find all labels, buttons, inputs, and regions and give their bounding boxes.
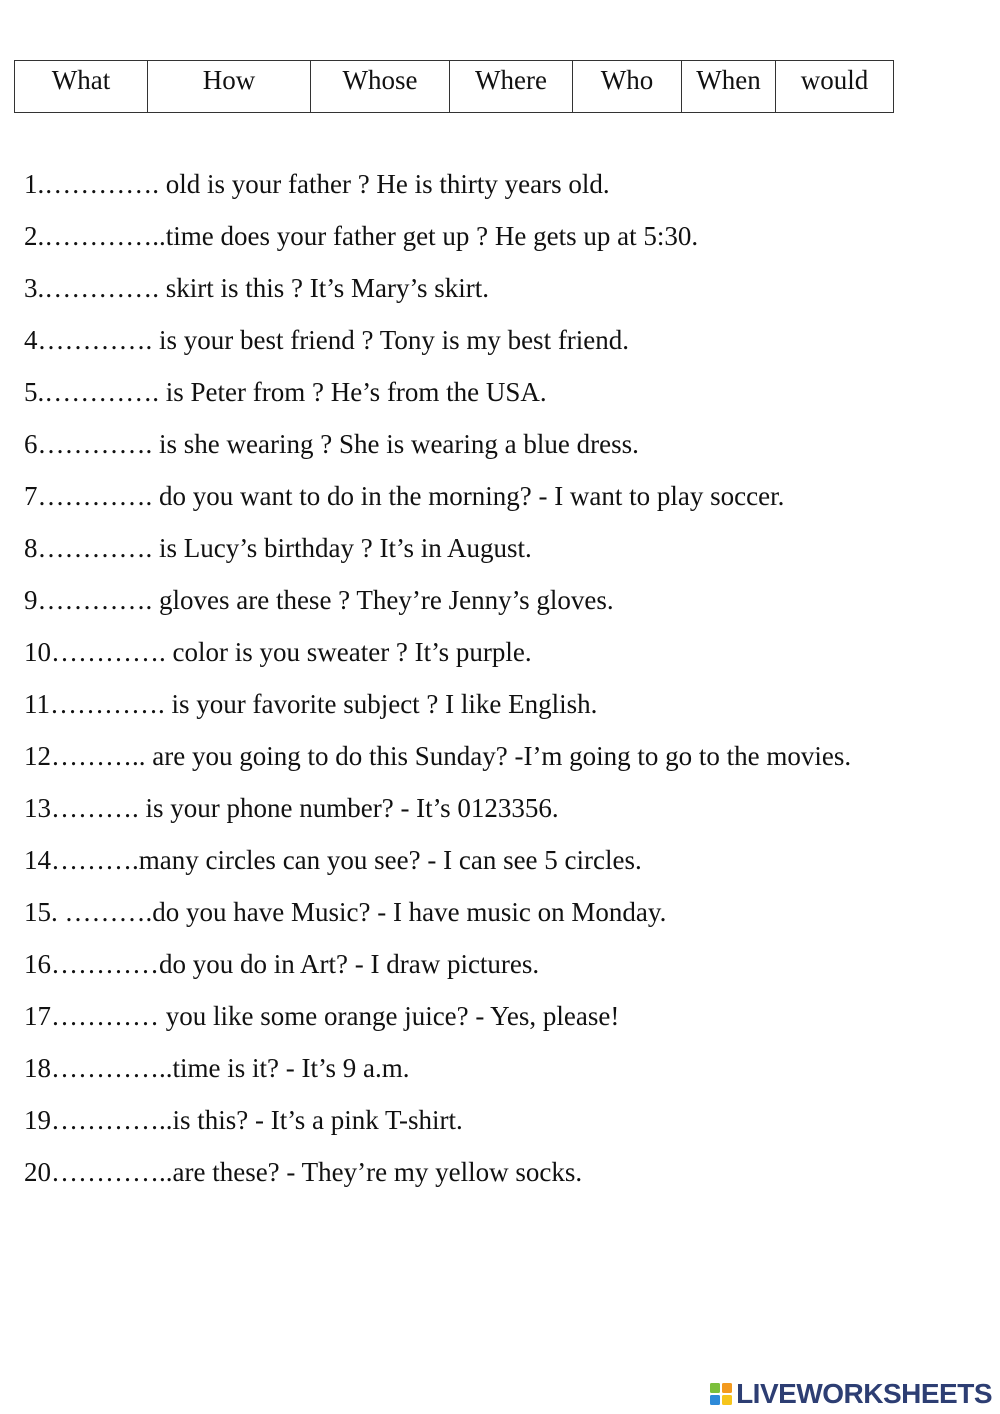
question-item: 12……….. are you going to do this Sunday? -I’m going to go to the movies.: [24, 741, 852, 771]
logo-square-orange: [722, 1383, 732, 1393]
question-item: 17………… you like some orange juice? - Yes, please!: [24, 1001, 620, 1031]
brand-name: LIVEWORKSHEETS: [736, 1378, 992, 1409]
question-item: 13………. is your phone number? - It’s 0123356.: [24, 793, 559, 823]
question-item: 6…………. is she wearing ? She is wearing a blue dress.: [24, 429, 639, 459]
question-item: 18…………..time is it? - It’s 9 a.m.: [24, 1053, 410, 1083]
question-item: 1.…………. old is your father ? He is thirty years old.: [24, 169, 610, 199]
question-item: 15. ……….do you have Music? - I have music on Monday.: [24, 897, 667, 927]
question-item: 3.…………. skirt is this ? It’s Mary’s skirt.: [24, 273, 489, 303]
word-bank-cell: When: [682, 61, 776, 113]
word-bank-cell: How: [148, 61, 311, 113]
question-item: 9…………. gloves are these ? They’re Jenny’s gloves.: [24, 585, 614, 615]
question-item: 8…………. is Lucy’s birthday ? It’s in August.: [24, 533, 532, 563]
question-list: [24, 165, 851, 1205]
question-item: 16…………do you do in Art? - I draw pictures.: [24, 949, 540, 979]
word-bank-cell: would: [776, 61, 894, 113]
logo-square-green: [710, 1383, 720, 1393]
liveworksheets-watermark: [709, 1374, 992, 1414]
logo-square-blue: [710, 1395, 720, 1405]
question-item: 4…………. is your best friend ? Tony is my best friend.: [24, 325, 630, 355]
word-bank-cell: Who: [573, 61, 682, 113]
word-bank-cell: Whose: [311, 61, 450, 113]
question-item: 19…………..is this? - It’s a pink T-shirt.: [24, 1105, 463, 1135]
liveworksheets-logo-icon: [709, 1382, 733, 1406]
word-bank-cell: Where: [450, 61, 573, 113]
question-item: 5.…………. is Peter from ? He’s from the USA.: [24, 377, 547, 407]
question-item: 14……….many circles can you see? - I can see 5 circles.: [24, 845, 642, 875]
question-item: 10…………. color is you sweater ? It’s purple.: [24, 637, 532, 667]
question-item: 11…………. is your favorite subject ? I like English.: [24, 689, 598, 719]
word-bank-row: [15, 61, 894, 113]
question-item: 20…………..are these? - They’re my yellow socks.: [24, 1157, 583, 1187]
question-item: 7…………. do you want to do in the morning? - I want to play soccer.: [24, 481, 785, 511]
question-item: 2.…………..time does your father get up ? He gets up at 5:30.: [24, 221, 699, 251]
word-bank-table: [14, 60, 894, 113]
logo-square-yellow: [722, 1395, 732, 1405]
word-bank-cell: What: [15, 61, 148, 113]
